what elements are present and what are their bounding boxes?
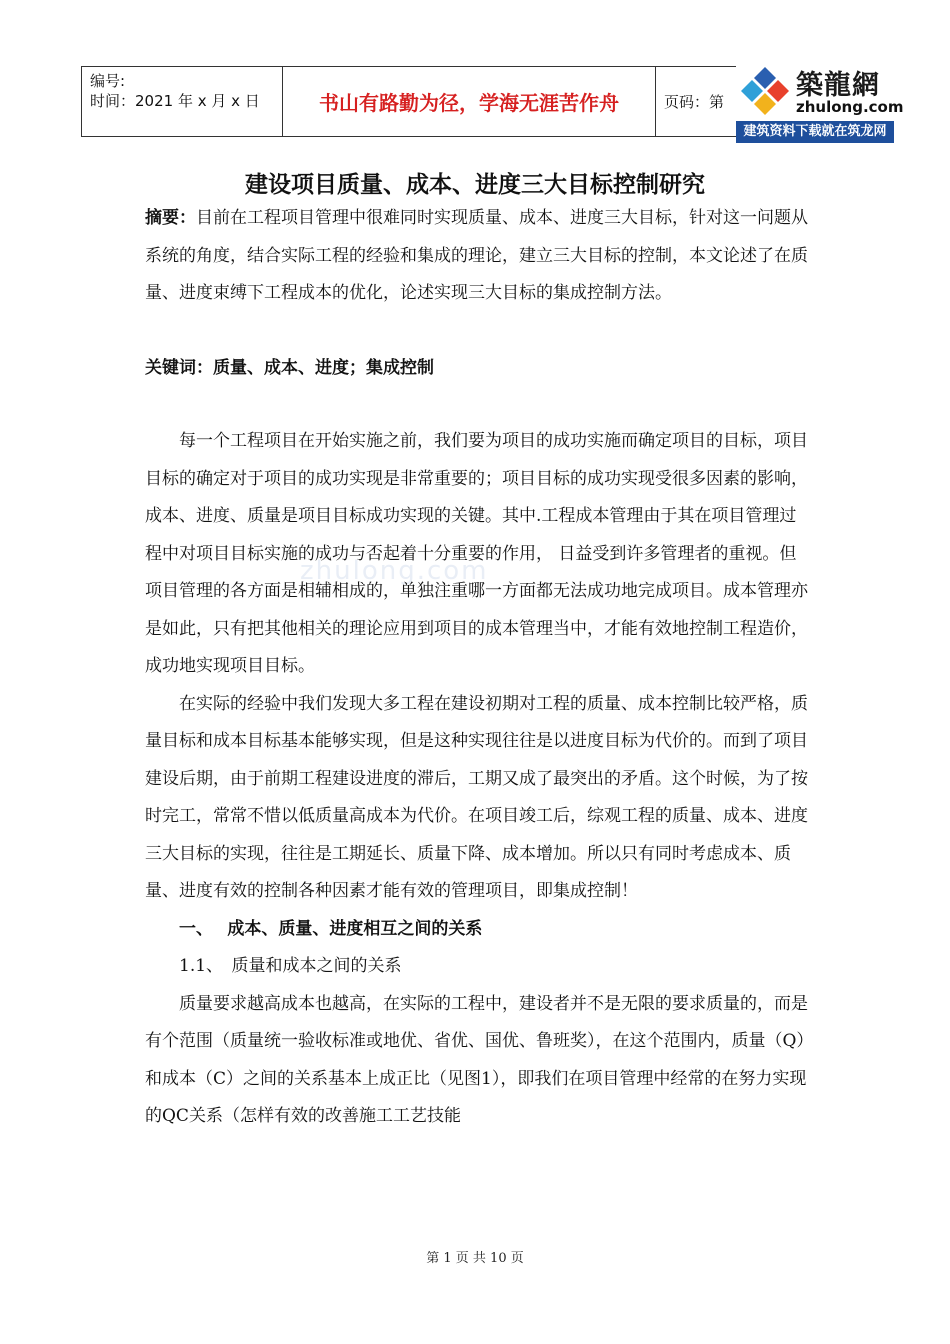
subsection-heading: 1.1、 质量和成本之间的关系	[179, 956, 402, 976]
paragraph: 在实际的经验中我们发现大多工程在建设初期对工程的质量、成本控制比较严格，质量目标和成本目标基本能够实现，但是这种实现往往是以进度目标为代价的。而到了项目建设后期，由于前期工程建设进度的滞后，工期又成了最突出的矛盾。这个时候，为了按时完工，常常不惜以低质量高成本为代价。在项目竣工后，综观工程的质量、成本、进度三大目标的实现，往往是工期延长、质量下降、成本增加。所以只有同时考虑成本、质量、进度有效的控制各种因素才能有效的管理项目，即集成控制！	[145, 693, 808, 901]
header-meta	[82, 67, 283, 136]
watermark: zhulong.com	[300, 556, 489, 586]
logo-cn: 築龍網	[796, 70, 880, 101]
time-label: 时间：2021 年 x 月 x 日	[90, 92, 260, 110]
logo-en: zhulong.com	[796, 98, 904, 116]
page-label: 页码：第	[664, 93, 725, 111]
number-label: 编号:	[90, 72, 126, 90]
abstract-label: 摘要：	[145, 208, 196, 228]
section-heading: 一、 成本、质量、进度相互之间的关系	[179, 918, 483, 939]
page-footer: 第 1 页 共 10 页	[426, 1251, 524, 1266]
paragraph: 每一个工程项目在开始实施之前，我们要为项目的成功实施而确定项目的目标，项目目标的确定对于项目的成功实现是非常重要的；项目目标的成功实现受很多因素的影响，成本、进度、质量是项目目标成功实现的关键。其中.工程成本管理由于其在项目管理过程中对项目目标实施的成功与否起着十分重要的作用， 日益受到许多管理者的重视。但项目管理的各方面是相辅相成的，单独注重哪一方面都无法成功地完成项目。成本管理亦是如此，只有把其他相关的理论应用到项目的成本管理当中，才能有效地控制工程造价，成功地实现项目目标。	[145, 431, 808, 676]
paragraph: 质量要求越高成本也越高，在实际的工程中，建设者并不是无限的要求质量的，而是有个范围（质量统一验收标准或地优、省优、国优、鲁班奖），在这个范围内，质量（Q）和成本（C）之间的关系基本上成正比（见图1），即我们在项目管理中经常的在努力实现的QC关系（怎样有效的改善施工工艺技能	[145, 993, 808, 1126]
abstract	[145, 200, 810, 313]
body	[145, 423, 810, 1136]
motto: 书山有路勤为径，学海无涯苦作舟	[283, 67, 656, 136]
logo-diamond-icon	[738, 65, 792, 119]
doc-title: 建设项目质量、成本、进度三大目标控制研究	[245, 172, 705, 198]
logo-tagline: 建筑资料下载就在筑龙网	[736, 121, 894, 143]
abstract-text: 目前在工程项目管理中很难同时实现质量、成本、进度三大目标，针对这一问题从系统的角度，结合实际工程的经验和集成的理论，建立三大目标的控制，本文论述了在质量、进度束缚下工程成本的优化，论述实现三大目标的集成控制方法。	[145, 208, 808, 303]
zhulong-logo[interactable]	[736, 61, 904, 143]
keywords: 关键词：质量、成本、进度；集成控制	[145, 358, 434, 378]
